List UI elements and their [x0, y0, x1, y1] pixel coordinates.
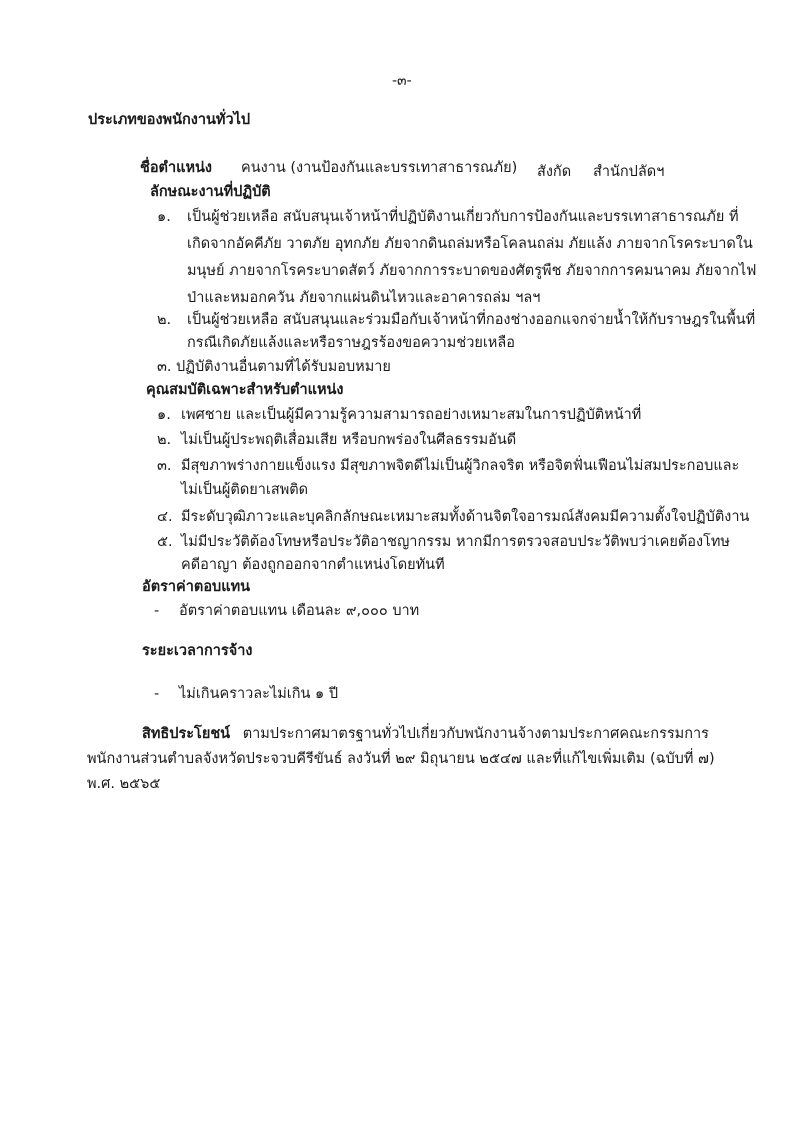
benefits-line: พ.ศ. ๒๕๖๕	[87, 776, 161, 792]
qualification-line: ไม่เป็นผู้ติดยาเสพติด	[181, 482, 309, 498]
qualification-line: ไม่มีประวัติต้องโทษหรือประวัติอาชญากรรม หากมีการตรวจสอบประวัติพบว่าเคยต้องโทษ	[181, 534, 730, 550]
qualification-line: ไม่เป็นผู้ประพฤติเสื่อมเสีย หรือบกพร่องในศีลธรรมอันดี	[181, 432, 517, 448]
duty-line: กรณีเกิดภัยแล้งและหรือราษฎรร้องขอความช่วยเหลือ	[187, 335, 515, 351]
benefits-line: ตามประกาศมาตรฐานทั่วไปเกี่ยวกับพนักงานจ้างตามประกาศคณะกรรมการ	[242, 726, 709, 742]
duty-number: ๑.	[157, 209, 171, 225]
benefits-label: สิทธิประโยชน์	[142, 726, 231, 742]
affiliation-label: สังกัด	[537, 164, 572, 180]
compensation-heading: อัตราค่าตอบแทน	[142, 579, 251, 595]
duty-line: ป่าและหมอกควัน ภัยจากแผ่นดินไหวและอาคารถล่ม ฯลฯ	[187, 290, 541, 306]
term-heading: ระยะเวลาการจ้าง	[142, 643, 253, 659]
qualification-number: ๕.	[157, 534, 173, 550]
duty-line: ปฏิบัติงานอื่นตามที่ได้รับมอบหมาย	[176, 359, 391, 375]
qualification-line: มีระดับวุฒิภาวะและบุคลิกลักษณะเหมาะสมทั้งด้านจิตใจอารมณ์สังคมมีความตั้งใจปฏิบัติงาน	[181, 509, 750, 525]
duty-line: เกิดจากอัคคีภัย วาตภัย อุทกภัย ภัยจากดินถล่มหรือโคลนถล่ม ภัยแล้ง ภายจากโรคระบาดใน	[187, 236, 753, 252]
duties-heading: ลักษณะงานที่ปฏิบัติ	[150, 184, 271, 200]
compensation-bullet: -	[154, 603, 160, 619]
compensation-text: อัตราค่าตอบแทน เดือนละ ๙,๐๐๐ บาท	[179, 603, 420, 619]
benefits-paragraph	[142, 722, 709, 746]
page-number: -๓-	[392, 73, 412, 89]
qualification-line: มีสุขภาพร่างกายแข็งแรง มีสุขภาพจิตดีไม่เป็นผู้วิกลจริต หรือจิตฟั่นเฟือนไม่สมประกอบและ	[181, 458, 740, 474]
qualification-number: ๔.	[157, 509, 173, 525]
affiliation-value: สำนักปลัดฯ	[593, 164, 665, 180]
duty-line: มนุษย์ ภายจากโรคระบาดสัตว์ ภัยจากการระบาดของศัตรูพืช ภัยจากการคมนาคม ภัยจากไฟ	[187, 263, 757, 279]
qualification-number: ๑.	[157, 407, 171, 423]
position-name: คนงาน (งานป้องกันและบรรเทาสาธารณภัย)	[241, 160, 518, 176]
qualification-line: คดีอาญา ต้องถูกออกจากตำแหน่งโดยทันที	[181, 557, 445, 573]
duty-line: เป็นผู้ช่วยเหลือ สนับสนุนและร่วมมือกับเจ้าหน้าที่กองช่างออกแจกจ่ายน้ำให้กับราษฎรในพื้นที่	[187, 312, 756, 328]
qualifications-heading: คุณสมบัติเฉพาะสำหรับตำแหน่ง	[146, 382, 344, 398]
duty-line: เป็นผู้ช่วยเหลือ สนับสนุนเจ้าหน้าที่ปฏิบัติงานเกี่ยวกับการป้องกันและบรรเทาสาธารณภัย ที่	[187, 209, 739, 225]
qualification-number: ๓.	[157, 458, 172, 474]
qualification-number: ๒.	[157, 432, 172, 448]
duty-number: ๓.	[157, 359, 172, 375]
term-text: ไม่เกินคราวละไม่เกิน ๑ ปี	[179, 686, 339, 702]
section-title: ประเภทของพนักงานทั่วไป	[88, 112, 251, 128]
position-label: ชื่อตำแหน่ง	[140, 160, 213, 176]
benefits-line: พนักงานส่วนตำบลจังหวัดประจวบคีรีขันธ์ ลงวันที่ ๒๙ มิถุนายน ๒๕๔๗ และที่แก้ไขเพิ่มเติม (ฉบับที่ ๗)	[87, 751, 715, 767]
duty-number: ๒.	[157, 312, 172, 328]
term-bullet: -	[154, 686, 160, 702]
qualification-line: เพศชาย และเป็นผู้มีความรู้ความสามารถอย่างเหมาะสมในการปฏิบัติหน้าที่	[181, 407, 642, 423]
